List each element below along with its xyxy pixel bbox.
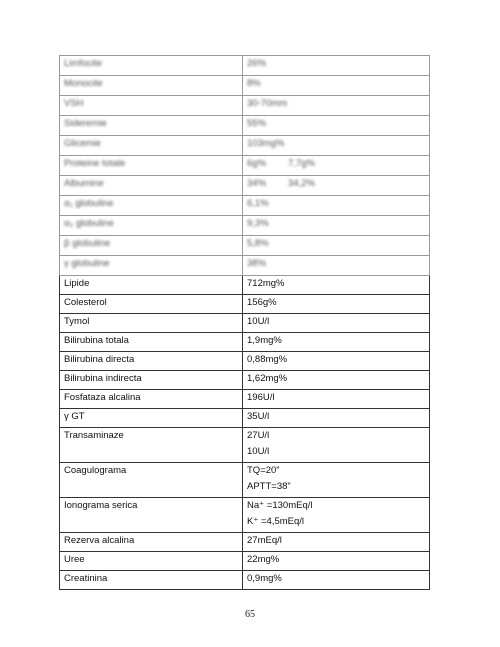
test-value [243,176,430,196]
table-row [60,463,430,498]
test-name: γ globuline [60,256,243,276]
table-row [60,428,430,463]
value-line: 55% [247,118,267,129]
test-value [243,428,430,463]
test-value [243,216,430,236]
test-name: Rezerva alcalina [60,533,243,552]
table-row [60,96,430,116]
table-row [60,256,430,276]
test-name: Transaminaze [60,428,243,463]
test-value [243,196,430,216]
test-name: Limfocite [60,56,243,76]
table-row [60,314,430,333]
value-line: 30-70mm [247,98,288,109]
test-value [243,552,430,571]
table-row [60,390,430,409]
test-value [243,96,430,116]
test-value [243,295,430,314]
value-line: APTT=38” [247,481,291,492]
value-line: 6g% [247,158,267,169]
test-name: Bilirubina totala [60,333,243,352]
value-line: 712mg% [247,278,285,289]
test-value [243,463,430,498]
test-name: Monocite [60,76,243,96]
test-name: α₂ globuline [60,216,243,236]
test-value [243,333,430,352]
table-row [60,533,430,552]
test-name: Fosfataza alcalina [60,390,243,409]
table-row [60,571,430,590]
test-name: Ionograma serica [60,498,243,533]
value-line: 196U/l [247,392,275,403]
test-name: Sideremie [60,116,243,136]
table-row [60,196,430,216]
value-line: 27mEq/l [247,535,282,546]
test-name: Creatinina [60,571,243,590]
test-name: Albumine [60,176,243,196]
test-name: β globuline [60,236,243,256]
test-value [243,116,430,136]
value-line: 5,8% [247,238,269,249]
value-line: 1,62mg% [247,373,288,384]
table-row [60,552,430,571]
value-line: 34% [247,178,267,189]
value-line: 156g% [247,297,277,308]
blurred-section [60,56,430,276]
table-row [60,216,430,236]
table-row [60,371,430,390]
test-value [243,256,430,276]
test-value [243,276,430,295]
table-row [60,276,430,295]
page-number: 65 [245,609,255,620]
value-line: 9,3% [247,218,269,229]
test-value [243,76,430,96]
value-line: 26% [247,58,267,69]
value-line: 34,2% [288,178,315,189]
test-name: VSH [60,96,243,116]
value-line: 38% [247,258,267,269]
table-row [60,498,430,533]
test-value [243,390,430,409]
test-value [243,236,430,256]
value-line: 10U/l [247,316,270,327]
value-line: Na⁺ =130mEq/l [247,500,313,511]
table-row [60,116,430,136]
test-name: Tymol [60,314,243,333]
value-line: TQ=20” [247,465,280,476]
value-line: 35U/l [247,411,270,422]
table-row [60,236,430,256]
value-line: 27U/l [247,430,270,441]
test-name: Bilirubina directa [60,352,243,371]
test-value [243,352,430,371]
value-line: 103mg% [247,138,285,149]
table-row [60,333,430,352]
table-row [60,76,430,96]
test-name: Glicemie [60,136,243,156]
test-name: γ GT [60,409,243,428]
test-name: Uree [60,552,243,571]
table-row [60,156,430,176]
value-line: 22mg% [247,554,280,565]
test-name: α₁ globuline [60,196,243,216]
value-line: 7,7g% [288,158,315,169]
table-row [60,352,430,371]
value-line: 0,9mg% [247,573,282,584]
results-section [60,276,430,590]
lab-results-table [59,55,430,590]
test-name: Bilirubina indirecta [60,371,243,390]
test-value [243,156,430,176]
table-row [60,176,430,196]
test-name: Proteine totale [60,156,243,176]
test-value [243,371,430,390]
table-row [60,56,430,76]
test-name: Lipide [60,276,243,295]
table-row [60,136,430,156]
test-value [243,498,430,533]
value-line: 6,1% [247,198,269,209]
value-line: 8% [247,78,261,89]
test-value [243,533,430,552]
table-row [60,295,430,314]
test-value [243,136,430,156]
test-value [243,409,430,428]
test-name: Colesterol [60,295,243,314]
test-value [243,314,430,333]
value-line: 0,88mg% [247,354,288,365]
test-value [243,571,430,590]
value-line: K⁺ =4,5mEq/l [247,516,305,527]
value-line: 1,9mg% [247,335,282,346]
test-name: Coagulograma [60,463,243,498]
test-value [243,56,430,76]
value-line: 10U/l [247,446,270,457]
table-row [60,409,430,428]
